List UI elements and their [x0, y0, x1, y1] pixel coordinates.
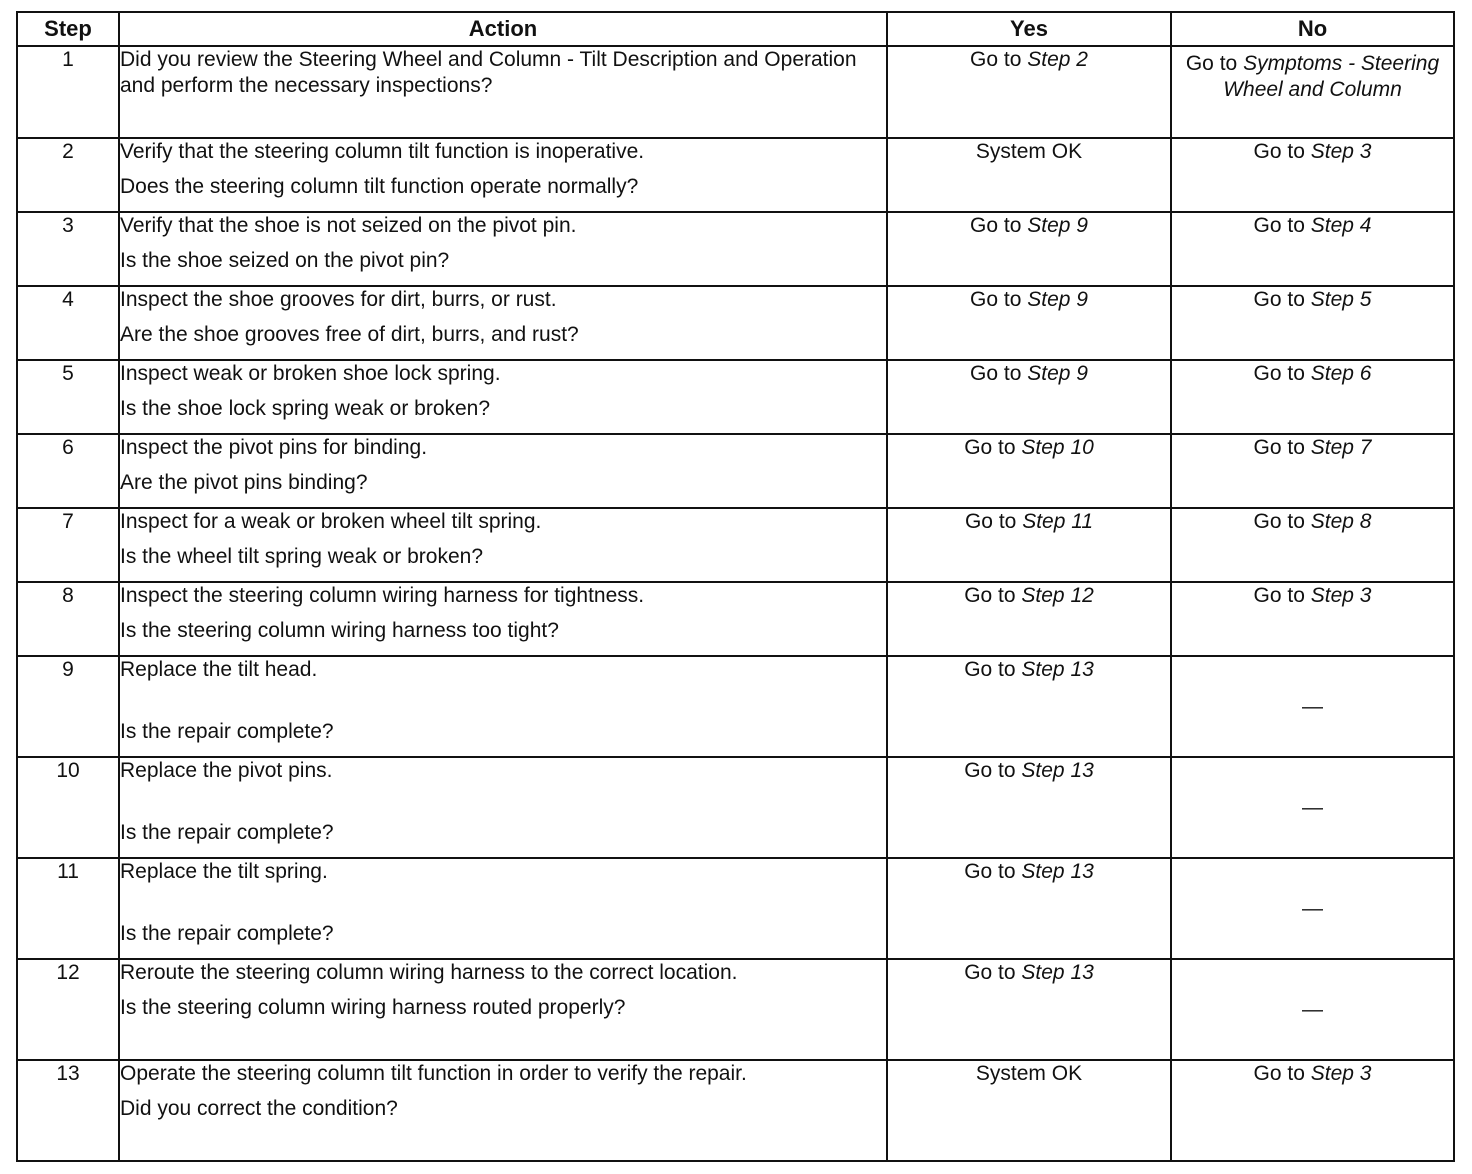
yes-cell [887, 757, 1171, 858]
yes-prefix: Go to [970, 48, 1022, 71]
action-text: Verify that the shoe is not seized on the pivot pin. [120, 214, 577, 237]
header-row [17, 12, 1454, 46]
yes-link[interactable]: Step 9 [1027, 214, 1088, 237]
table-row [17, 360, 1454, 434]
action-cell [119, 582, 887, 656]
table-row [17, 656, 1454, 757]
yes-link[interactable]: Step 10 [1021, 436, 1094, 459]
action-question: Is the shoe lock spring weak or broken? [120, 397, 491, 420]
step-number: 6 [17, 434, 119, 508]
step-number: 7 [17, 508, 119, 582]
no-prefix: Go to [1253, 214, 1305, 237]
no-cell [1171, 212, 1454, 286]
action-cell [119, 757, 887, 858]
no-cell [1171, 1060, 1454, 1161]
yes-prefix: Go to [964, 860, 1016, 883]
action-question: Did you correct the condition? [120, 1097, 398, 1120]
table-row [17, 508, 1454, 582]
yes-link[interactable]: Step 13 [1021, 658, 1094, 681]
yes-cell [887, 582, 1171, 656]
table-row [17, 959, 1454, 1060]
action-question: Is the steering column wiring harness too tight? [120, 619, 559, 642]
action-cell [119, 434, 887, 508]
step-number: 11 [17, 858, 119, 959]
yes-prefix: Go to [964, 658, 1016, 681]
yes-link[interactable]: Step 9 [1027, 362, 1088, 385]
action-text: Replace the tilt spring. [120, 860, 328, 883]
action-cell [119, 959, 887, 1060]
action-cell [119, 360, 887, 434]
action-cell [119, 212, 887, 286]
action-cell [119, 286, 887, 360]
diagnostic-table [16, 11, 1455, 1162]
yes-link[interactable]: Step 13 [1021, 860, 1094, 883]
no-link[interactable]: Step 5 [1310, 288, 1372, 311]
action-text: Replace the tilt head. [120, 658, 318, 681]
action-cell [119, 46, 887, 138]
action-text: Inspect the steering column wiring harness for tightness. [120, 584, 645, 607]
no-link[interactable]: Step 3 [1310, 140, 1372, 163]
table-row [17, 286, 1454, 360]
no-header: No [1171, 12, 1454, 46]
no-prefix: Go to [1253, 584, 1305, 607]
yes-cell [887, 959, 1171, 1060]
step-number: 1 [17, 46, 119, 138]
step-number: 13 [17, 1060, 119, 1161]
yes-prefix: Go to [970, 214, 1022, 237]
no-link[interactable]: Step 7 [1310, 436, 1372, 459]
action-text: Did you review the Steering Wheel and Column - Tilt Description and Operation and perform the necessary inspections? [120, 48, 857, 97]
yes-link[interactable]: Step 13 [1021, 961, 1094, 984]
action-cell [119, 656, 887, 757]
action-text: Inspect weak or broken shoe lock spring. [120, 362, 501, 385]
table-row [17, 212, 1454, 286]
yes-cell [887, 434, 1171, 508]
action-question: Is the repair complete? [120, 720, 334, 743]
yes-cell [887, 858, 1171, 959]
yes-prefix: Go to [970, 362, 1022, 385]
no-dash: — [1302, 997, 1323, 1021]
no-prefix: Go to [1253, 436, 1305, 459]
no-link[interactable]: Step 6 [1310, 362, 1372, 385]
yes-prefix: Go to [970, 288, 1022, 311]
action-question: Is the steering column wiring harness routed properly? [120, 996, 626, 1019]
no-prefix: Go to [1253, 362, 1305, 385]
action-question: Is the shoe seized on the pivot pin? [120, 249, 450, 272]
no-cell [1171, 360, 1454, 434]
action-text: Replace the pivot pins. [120, 759, 333, 782]
no-link[interactable]: Step 4 [1310, 214, 1372, 237]
yes-cell [887, 212, 1171, 286]
no-dash: — [1302, 795, 1323, 819]
action-text: Operate the steering column tilt function in order to verify the repair. [120, 1062, 747, 1085]
no-cell [1171, 582, 1454, 656]
action-cell [119, 858, 887, 959]
yes-prefix: System OK [975, 1062, 1083, 1085]
no-link[interactable]: Step 3 [1310, 1062, 1372, 1085]
action-text: Verify that the steering column tilt function is inoperative. [120, 140, 645, 163]
step-header: Step [17, 12, 119, 46]
yes-prefix: Go to [964, 961, 1016, 984]
no-cell [1171, 858, 1454, 959]
yes-prefix: Go to [964, 510, 1017, 533]
no-cell [1171, 757, 1454, 858]
action-cell [119, 1060, 887, 1161]
action-question: Are the pivot pins binding? [120, 471, 368, 494]
action-cell [119, 138, 887, 212]
yes-cell [887, 1060, 1171, 1161]
yes-link[interactable]: Step 11 [1022, 510, 1094, 533]
action-text: Inspect for a weak or broken wheel tilt spring. [120, 510, 542, 533]
no-link[interactable]: Step 8 [1310, 510, 1372, 533]
table-row [17, 858, 1454, 959]
no-cell [1171, 656, 1454, 757]
yes-prefix: Go to [964, 759, 1016, 782]
table-row [17, 1060, 1454, 1161]
action-text: Reroute the steering column wiring harness to the correct location. [120, 961, 738, 984]
step-number: 12 [17, 959, 119, 1060]
no-link[interactable]: Symptoms - Steering Wheel and Column [1223, 52, 1440, 101]
table-row [17, 582, 1454, 656]
yes-cell [887, 138, 1171, 212]
table-row [17, 434, 1454, 508]
no-cell [1171, 434, 1454, 508]
action-question: Are the shoe grooves free of dirt, burrs, and rust? [120, 323, 579, 346]
action-question: Is the repair complete? [120, 821, 334, 844]
no-prefix: Go to [1253, 288, 1305, 311]
no-prefix: Go to [1253, 1062, 1305, 1085]
no-link[interactable]: Step 3 [1310, 584, 1372, 607]
step-number: 10 [17, 757, 119, 858]
no-cell [1171, 138, 1454, 212]
no-prefix: Go to [1185, 52, 1238, 75]
yes-link[interactable]: Step 2 [1027, 48, 1088, 71]
yes-link[interactable]: Step 12 [1021, 584, 1094, 607]
step-number: 9 [17, 656, 119, 757]
table-row [17, 757, 1454, 858]
action-cell [119, 508, 887, 582]
action-question: Does the steering column tilt function operate normally? [120, 175, 639, 198]
no-cell [1171, 46, 1454, 138]
yes-prefix: Go to [964, 436, 1016, 459]
action-header: Action [119, 12, 887, 46]
action-question: Is the repair complete? [120, 922, 334, 945]
step-number: 5 [17, 360, 119, 434]
no-prefix: Go to [1253, 510, 1305, 533]
no-dash: — [1302, 896, 1323, 920]
no-prefix: Go to [1253, 140, 1305, 163]
step-number: 8 [17, 582, 119, 656]
yes-cell [887, 46, 1171, 138]
no-cell [1171, 286, 1454, 360]
table-row [17, 138, 1454, 212]
action-text: Inspect the shoe grooves for dirt, burrs, or rust. [120, 288, 557, 311]
table-row [17, 46, 1454, 138]
yes-cell [887, 656, 1171, 757]
step-number: 3 [17, 212, 119, 286]
no-cell [1171, 508, 1454, 582]
action-text: Inspect the pivot pins for binding. [120, 436, 428, 459]
yes-cell [887, 360, 1171, 434]
yes-link[interactable]: Step 9 [1027, 288, 1088, 311]
yes-prefix: Go to [964, 584, 1016, 607]
no-cell [1171, 959, 1454, 1060]
step-number: 4 [17, 286, 119, 360]
yes-header: Yes [887, 12, 1171, 46]
no-dash: — [1302, 694, 1323, 718]
step-number: 2 [17, 138, 119, 212]
yes-link[interactable]: Step 13 [1021, 759, 1094, 782]
yes-prefix: System OK [975, 140, 1083, 163]
yes-cell [887, 508, 1171, 582]
yes-cell [887, 286, 1171, 360]
action-question: Is the wheel tilt spring weak or broken? [120, 545, 484, 568]
